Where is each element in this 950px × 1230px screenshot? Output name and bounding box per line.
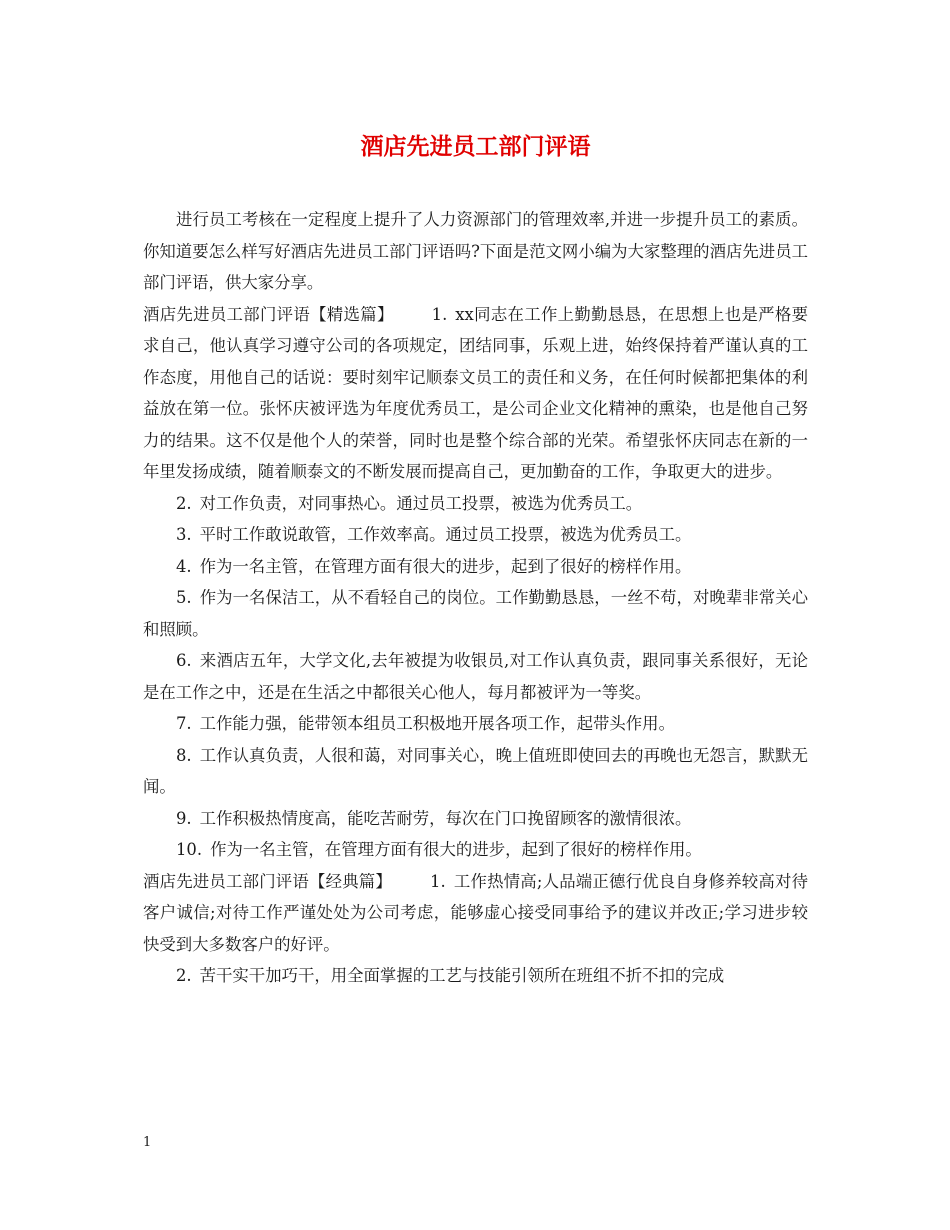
page-number: 1: [143, 1135, 152, 1150]
item-number: 3.: [176, 525, 192, 544]
section1-heading: 酒店先进员工部门评语【精选篇】: [143, 304, 394, 324]
item-number: 8.: [176, 745, 192, 765]
item-text: 工作热情高;人品端正德行优良自身修养较高对待客户诚信;对待工作严谨处处为公司考虑，能够虚心接受同事给予的建议并改正;学习进步较快受到大多数客户的好评。: [143, 871, 808, 954]
list-item: [143, 519, 808, 551]
item-text: 作为一名保洁工，从不看轻自己的岗位。工作勤勤恳恳，一丝不苟，对晚辈非常关心和照顾。: [143, 588, 808, 639]
item-text: 苦干实干加巧干，用全面掌握的工艺与技能引领所在班组不折不扣的完成: [199, 966, 725, 985]
section2-first-paragraph: [143, 866, 808, 961]
item-number: 4.: [176, 556, 192, 576]
list-item: [143, 488, 808, 520]
item-text: 作为一名主管，在管理方面有很大的进步，起到了很好的榜样作用。: [210, 840, 702, 859]
item-number: 2.: [176, 966, 192, 985]
item-number: 10.: [176, 840, 203, 859]
item-number: 1.: [431, 304, 448, 324]
list-item: [143, 960, 808, 992]
section2-heading: 酒店先进员工部门评语【经典篇】: [143, 871, 393, 891]
item-text: 工作认真负责，人很和蔼，对同事关心，晚上值班即使回去的再晚也无怨言，默默无闻。: [143, 745, 808, 796]
item-text: xx同志在工作上勤勤恳恳，在思想上也是严格要求自己，他认真学习遵守公司的各项规定，团结同事，乐观上进，始终保持着严谨认真的工作态度，用他自己的话说：要时刻牢记顺泰文员工的责任和义务，在任何时候都把集体的利益放在第一位。张怀庆被评选为年度优秀员工，是公司企业文化精神的熏染，也是他自己努力的结果。这不仅是他个人的荣誉，同时也是整个综合部的光荣。希望张怀庆同志在新的一年里发扬成绩，随着顺泰文的不断发展而提高自己，更加勤奋的工作，争取更大的进步。: [143, 304, 808, 481]
item-text: 对工作负责，对同事热心。通过员工投票，被选为优秀员工。: [199, 493, 643, 513]
item-text: 作为一名主管，在管理方面有很大的进步，起到了很好的榜样作用。: [199, 556, 692, 576]
item-number: 6.: [176, 651, 192, 670]
list-item: [143, 708, 808, 740]
item-text: 平时工作敢说敢管，工作效率高。通过员工投票，被选为优秀员工。: [199, 525, 692, 544]
item-number: 2.: [176, 493, 192, 513]
item-text: 来酒店五年，大学文化,去年被提为收银员,对工作认真负责，跟同事关系很好，无论是在工作之中，还是在生活之中都很关心他人，每月都被评为一等奖。: [143, 651, 808, 702]
list-item: [143, 740, 808, 803]
list-item: [143, 551, 808, 583]
document-title: 酒店先进员工部门评语: [360, 133, 591, 160]
item-text: 工作能力强，能带领本组员工积极地开展各项工作，起带头作用。: [199, 714, 675, 733]
item-number: 1.: [430, 871, 446, 891]
item-number: 9.: [176, 808, 192, 828]
item-number: 5.: [176, 588, 192, 607]
section1-first-paragraph: [143, 299, 808, 488]
list-item: [143, 803, 808, 835]
list-item: [143, 834, 808, 866]
list-item: [143, 645, 808, 708]
list-item: [143, 582, 808, 645]
item-text: 工作积极热情度高，能吃苦耐劳，每次在门口挽留顾客的激情很浓。: [199, 808, 692, 828]
item-number: 7.: [176, 714, 192, 733]
intro-paragraph: 进行员工考核在一定程度上提升了人力资源部门的管理效率,并进一步提升员工的素质。你知道要怎么样写好酒店先进员工部门评语吗?下面是范文网小编为大家整理的酒店先进员工部门评语，供大家分享。: [143, 210, 808, 292]
